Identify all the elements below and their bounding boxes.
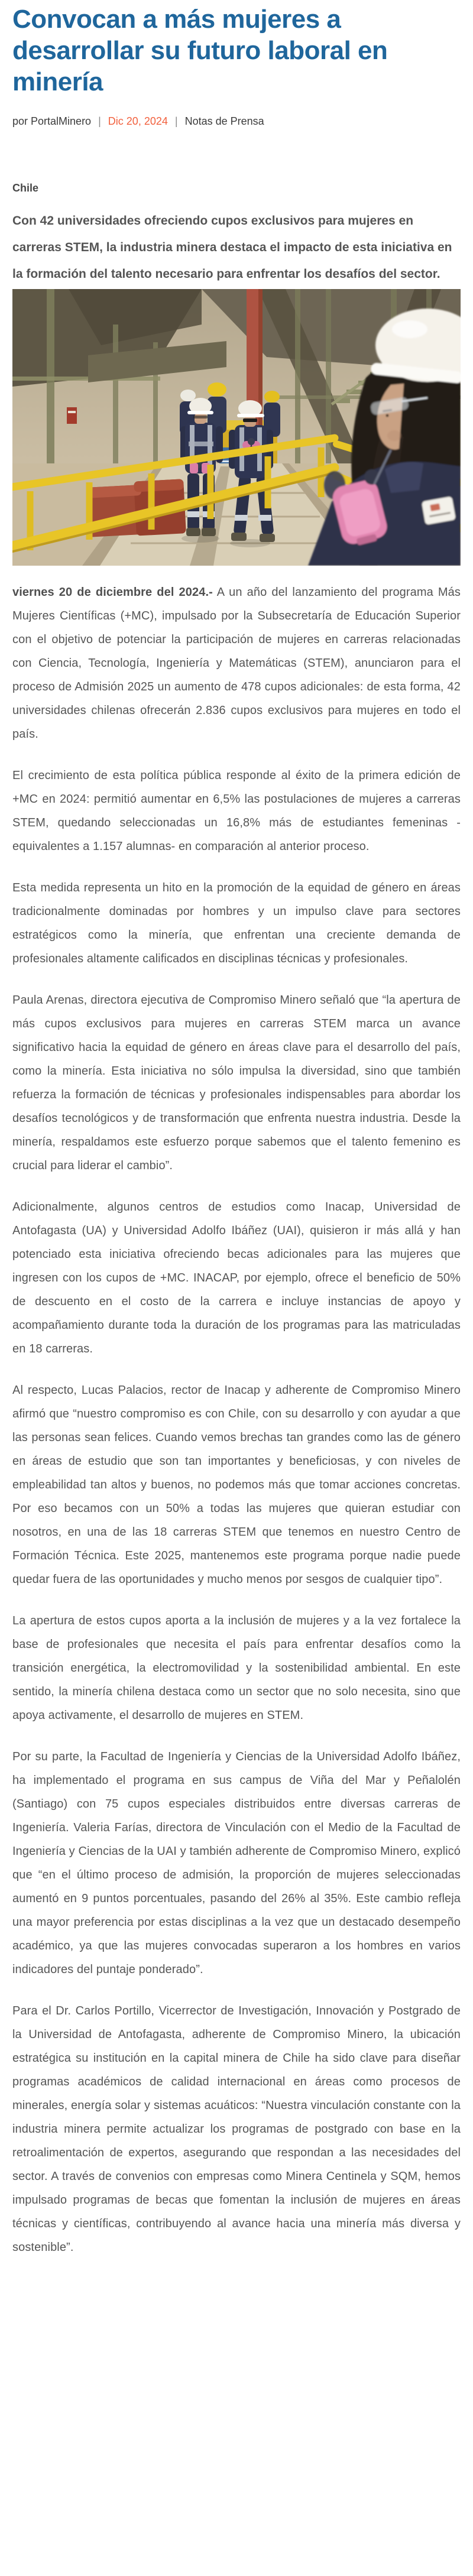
article-paragraph: Paula Arenas, directora ejecutiva de Compromiso Minero señaló que “la apertura de más cupos exclusivos para mujeres en carreras STEM marca un avance significativo hacia la equidad de género en áreas clave para el desarrollo del país, como la minería. Esta iniciativa no sólo impulsa la diversidad, sino que también refuerza la formación de técnicas y profesionales indispensables para abordar los desafíos tecnológicos y de transformación que enfrenta nuestra industria. Desde la minería, respaldamos este esfuerzo porque sabemos que el talento femenino es crucial para liderar el cambio”. bbox=[12, 994, 461, 1172]
article-paragraph: La apertura de estos cupos aporta a la inclusión de mujeres y a la vez fortalece la base de profesionales que necesita el país para enfrentar desafíos como la transición energética, la electromovilidad y la sostenibilidad ambiental. En este sentido, la minería chilena destaca como un sector que no solo necesita, sino que apoya activamente, el desarrollo de mujeres en STEM. bbox=[12, 1614, 461, 1722]
article-paragraph: Por su parte, la Facultad de Ingeniería y Ciencias de la Universidad Adolfo Ibáñez, ha implementado el programa en sus campus de Viña del Mar y Peñalolén (Santiago) con 75 cupos especiales distribuidos entre diversas carreras de Ingeniería. Valeria Farías, directora de Vinculación con el Medio de la Facultad de Ingeniería y Ciencias de la UAI y también adherente de Compromiso Minero, explicó que “en el último proceso de admisión, la proporción de mujeres seleccionadas aumentó en 9 puntos porcentuales, pasando del 26% al 35%. Este cambio refleja una mayor preferencia por estas disciplinas a la vez que un destacado desempeño académico, ya que las mujeres convocadas superaron a los hombres en varios indicadores del puntaje ponderado”. bbox=[12, 1750, 461, 1976]
lead-paragraph: Con 42 universidades ofreciendo cupos exclusivos para mujeres en carreras STEM, la industria minera destaca el impacto de esta iniciativa en la formación del talento necesario para enfrentar los desafíos del sector. bbox=[12, 214, 452, 281]
article-photo bbox=[12, 289, 461, 566]
byline-prefix: por bbox=[12, 115, 28, 127]
article-paragraph: Al respecto, Lucas Palacios, rector de Inacap y adherente de Compromiso Minero afirmó que “nuestro compromiso es con Chile, con su desarrollo y con ayudar a que las personas sean felices. Cuando vemos brechas tan grandes como las de género en áreas de estudio que son tan importantes y beneficiosas, y con niveles de empleabilidad tan altos y buenos, no podemos más que tomar acciones concretas. Por eso becamos con un 50% a todas las mujeres que quieran estudiar con nosotros, en una de las 18 carreras STEM que tenemos en nuestro Centro de Formación Técnica. Este 2025, mantenemos este programa porque nadie puede quedar fuera de las oportunidades y mucho menos por sesgos de cualquier tipo”. bbox=[12, 1384, 461, 1586]
byline-author-link[interactable]: PortalMinero bbox=[31, 115, 92, 127]
byline-date: Dic 20, 2024 bbox=[108, 115, 168, 127]
byline-category-link[interactable]: Notas de Prensa bbox=[184, 115, 264, 127]
warning-sign bbox=[67, 407, 77, 424]
article-paragraph: Para el Dr. Carlos Portillo, Vicerrector de Investigación, Innovación y Postgrado de la Universidad de Antofagasta, adherente de Compromiso Minero, la ubicación estratégica su institución en la capital minera de Chile ha sido clave para diseñar programas académicos de calidad internacional en áreas como procesos de minerales, energía solar y sistemas acuáticos: “Nuestra vinculación constante con la industria minera permite actualizar los programas de postgrado con base en la retroalimentación de expertos, asegurando que respondan a las necesidades del sector. A través de convenios con empresas como Minera Centinela y SQM, hemos impulsado programas de becas que fomentan la inclusión de mujeres en áreas técnicas y científicas, contribuyendo al avance hacia una minería más diversa y sostenible”. bbox=[12, 2004, 461, 2254]
article-paragraph: Adicionalmente, algunos centros de estudios como Inacap, Universidad de Antofagasta (UA) y Universidad Adolfo Ibáñez (UAI), quisieron ir más allá y han potenciado esta iniciativa ofreciendo becas adicionales para las mujeres que ingresen con los cupos de +MC. INACAP, por ejemplo, ofrece el beneficio de 50% de descuento en el costo de la carrera e incluye instancias de apoyo y acompañamiento durante toda la duración de los programas para las matriculadas en 18 carreras. bbox=[12, 1201, 461, 1355]
byline-separator: | bbox=[98, 115, 101, 127]
pink-respirator bbox=[190, 463, 198, 473]
safety-glasses bbox=[193, 416, 208, 418]
sunglasses bbox=[243, 418, 257, 422]
paragraph-bold-date: viernes 20 de diciembre del 2024.- bbox=[12, 586, 213, 599]
article-paragraph: viernes 20 de diciembre del 2024.- A un año del lanzamiento del programa Más Mujeres Científicas (+MC), impulsado por la Subsecretaría de Educación Superior con el objetivo de potenciar la participación de mujeres en carreras relacionadas con Ciencia, Tecnología, Ingeniería y Matemáticas (STEM), anunciaron para el proceso de Admisión 2025 un aumento de 478 cupos adicionales: de esta forma, 42 universidades chilenas ofrecerán 2.836 cupos exclusivos para mujeres en todo el país. bbox=[12, 586, 461, 741]
location-label: Chile bbox=[12, 182, 39, 194]
byline-separator: | bbox=[174, 115, 178, 127]
article-paragraph: Esta medida representa un hito en la promoción de la equidad de género en áreas tradicionalmente dominadas por hombres y un impulso clave para sectores estratégicos como la minería, que enfrentan una creciente demanda de profesionales altamente calificados en disciplinas técnicas y profesionales. bbox=[12, 881, 461, 965]
byline bbox=[12, 115, 461, 128]
article-paragraph: El crecimiento de esta política pública responde al éxito de la primera edición de +MC en 2024: permitió aumentar en 6,5% las postulaciones de mujeres a carreras STEM, quedando seleccionadas un 16,8% más de estudiantes femeninas -equivalentes a 1.157 alumnas- en comparación al anterior proceso. bbox=[12, 769, 461, 853]
page-title: Convocan a más mujeres a desarrollar su futuro laboral en minería bbox=[12, 5, 388, 96]
